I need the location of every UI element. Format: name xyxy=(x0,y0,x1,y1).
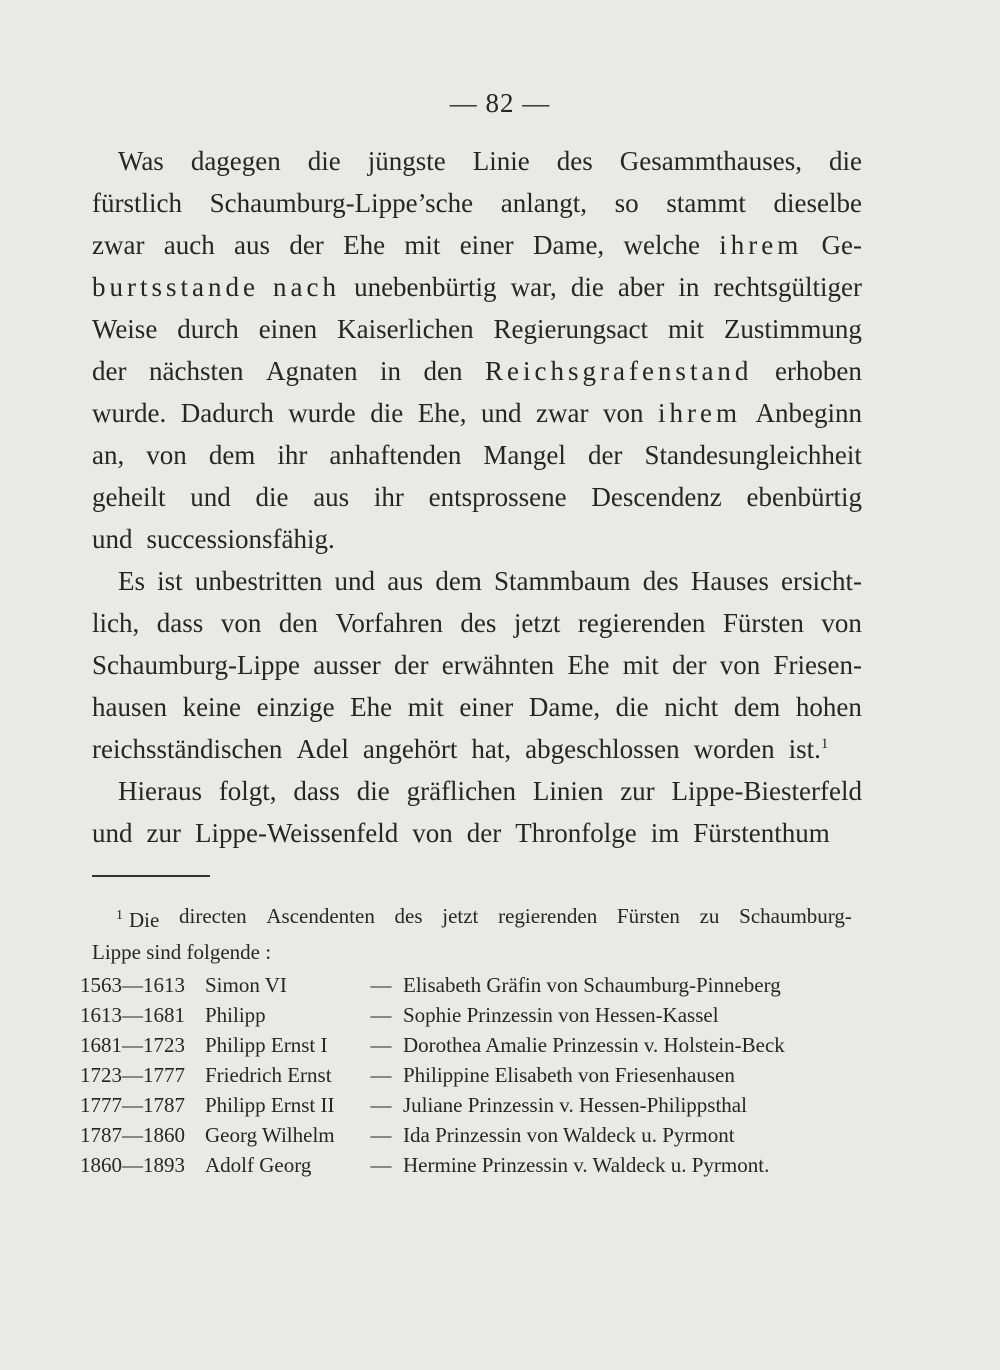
word: unbestritten xyxy=(194,566,323,596)
page-number: — 82 — xyxy=(449,88,551,118)
word: Adel xyxy=(296,734,349,764)
ruler-name: Philipp Ernst I xyxy=(205,1033,328,1057)
word: einzige xyxy=(256,692,335,722)
word: Ehe xyxy=(567,650,610,680)
reign-row xyxy=(80,970,860,1000)
ruler-name: Philipp xyxy=(205,1003,266,1027)
text-line xyxy=(92,560,862,602)
ruler-name: Georg Wilhelm xyxy=(205,1123,335,1147)
paragraph xyxy=(92,560,862,770)
word: von xyxy=(821,608,862,638)
word: der xyxy=(587,440,623,470)
word: und xyxy=(334,566,376,596)
word: einer xyxy=(459,692,514,722)
ruler-name: Adolf Georg xyxy=(205,1153,312,1177)
text-line xyxy=(92,392,862,434)
word: entsprossene xyxy=(428,482,567,512)
word: des xyxy=(642,566,679,596)
word: Ehe xyxy=(350,692,393,722)
word: Die xyxy=(129,908,160,932)
word: lich, xyxy=(92,608,140,638)
word: durch xyxy=(177,314,239,344)
paragraph xyxy=(92,140,862,560)
word: die xyxy=(370,398,404,428)
spouse-name: Ida Prinzessin von Waldeck u. Pyrmont xyxy=(403,1123,735,1147)
reign-years: 1723—1777 xyxy=(80,1063,185,1087)
ruler-name: Philipp Ernst II xyxy=(205,1093,335,1117)
word: gräflichen xyxy=(406,776,517,806)
ruler-name: Friedrich Ernst xyxy=(205,1063,332,1087)
word: jetzt xyxy=(442,904,479,928)
word: unebenbürtig xyxy=(354,272,497,302)
word: Weise xyxy=(92,314,158,344)
footnote-line: Lippe sind folgende : xyxy=(92,940,272,964)
text-line xyxy=(92,350,862,392)
word: wurde. xyxy=(92,398,167,428)
word: die xyxy=(356,776,390,806)
reign-row xyxy=(80,1030,860,1060)
word: von xyxy=(146,440,187,470)
word: des xyxy=(556,146,593,176)
word: keine xyxy=(182,692,242,722)
reign-years: 1777—1787 xyxy=(80,1093,185,1117)
word: Lippe-Weissenfeld xyxy=(194,818,399,848)
word: mit xyxy=(407,692,444,722)
spouse-name: Philippine Elisabeth von Friesenhausen xyxy=(403,1063,735,1087)
reign-years: 1787—1860 xyxy=(80,1123,185,1147)
word: in xyxy=(379,356,401,386)
word: des xyxy=(394,904,423,928)
word: Anbeginn xyxy=(755,398,862,428)
word: ihrem xyxy=(658,398,741,428)
word: Dadurch xyxy=(180,398,274,428)
text-line xyxy=(92,602,862,644)
word: zur xyxy=(146,818,181,848)
reign-row xyxy=(80,1000,860,1030)
word: Thronfolge xyxy=(515,818,637,848)
word: directen xyxy=(179,904,247,928)
body-text xyxy=(92,140,862,854)
word: mit xyxy=(667,314,704,344)
word: dass xyxy=(156,608,204,638)
reign-years: 1613—1681 xyxy=(80,1003,185,1027)
word: dass xyxy=(293,776,340,806)
word: Schaumburg-Lippe’sche xyxy=(209,188,474,218)
word: im xyxy=(650,818,680,848)
word: mit xyxy=(622,650,659,680)
word: Hieraus xyxy=(118,776,202,806)
word: dem xyxy=(733,692,781,722)
word: hohen xyxy=(795,692,862,722)
word: die xyxy=(307,146,341,176)
word: erwähnten xyxy=(441,650,555,680)
word: zur xyxy=(620,776,655,806)
spouse-name: Hermine Prinzessin v. Waldeck u. Pyrmont. xyxy=(403,1153,770,1177)
word: Dame, xyxy=(532,230,605,260)
word: dagegen xyxy=(190,146,281,176)
footnote-marker[interactable]: 1 xyxy=(820,736,829,752)
word: Gesammthauses, xyxy=(619,146,802,176)
word: nicht xyxy=(664,692,719,722)
text-line xyxy=(92,140,862,182)
word: von xyxy=(603,398,644,428)
word: Fürstenthum xyxy=(693,818,830,848)
word: die xyxy=(255,482,289,512)
word: fürstlich xyxy=(92,188,182,218)
word: ist xyxy=(157,566,183,596)
word: ausser xyxy=(313,650,381,680)
word: der xyxy=(671,650,707,680)
footnote-number: 1 xyxy=(116,908,123,923)
spouse-name: Dorothea Amalie Prinzessin v. Holstein-Beck xyxy=(403,1033,785,1057)
word: angehört xyxy=(362,734,458,764)
word: zwar xyxy=(92,230,145,260)
ruler-name: Simon VI xyxy=(205,973,287,997)
dash-separator: — xyxy=(370,1153,392,1177)
reign-row xyxy=(80,1090,860,1120)
word: Descendenz xyxy=(591,482,722,512)
word: welche xyxy=(623,230,700,260)
word: die xyxy=(828,146,862,176)
word: rechtsgültiger xyxy=(713,272,862,302)
text-line xyxy=(92,728,862,770)
word: Ascendenten xyxy=(266,904,375,928)
dash-separator: — xyxy=(370,1063,392,1087)
word: Schaumburg- xyxy=(739,904,852,928)
word: Linien xyxy=(532,776,604,806)
text-line xyxy=(92,686,862,728)
word: Lippe-Biesterfeld xyxy=(671,776,862,806)
text-line xyxy=(92,476,862,518)
word: Agnaten xyxy=(265,356,358,386)
footnote xyxy=(92,900,852,968)
word: Stammbaum xyxy=(494,566,631,596)
word: jetzt xyxy=(513,608,561,638)
word: aus xyxy=(313,482,350,512)
word: so xyxy=(614,188,639,218)
word: dieselbe xyxy=(773,188,862,218)
word: Kaiserlichen xyxy=(337,314,474,344)
word: abgeschlossen xyxy=(525,734,680,764)
word: regierenden xyxy=(498,904,598,928)
word: wurde xyxy=(288,398,356,428)
word: Friesen- xyxy=(773,650,862,680)
word: anlangt, xyxy=(500,188,587,218)
text-line xyxy=(92,308,862,350)
word: der xyxy=(466,818,502,848)
word: zu xyxy=(699,904,720,928)
word: aus xyxy=(387,566,424,596)
word: ihrem xyxy=(719,230,803,260)
word: ihr xyxy=(373,482,404,512)
word: Es xyxy=(118,566,145,596)
word: Ehe xyxy=(343,230,386,260)
word: Hauses xyxy=(690,566,769,596)
footnote-rule xyxy=(92,875,210,877)
word: dem xyxy=(208,440,256,470)
word: ebenbürtig xyxy=(746,482,862,512)
spouse-name: Elisabeth Gräfin von Schaumburg-Pinneberg xyxy=(403,973,781,997)
reign-row xyxy=(80,1060,860,1090)
reign-row xyxy=(80,1120,860,1150)
word: und xyxy=(481,398,522,428)
word: folgt, xyxy=(218,776,277,806)
word: mit xyxy=(404,230,441,260)
word: nach xyxy=(273,272,341,302)
word: stammt xyxy=(666,188,746,218)
dash-separator: — xyxy=(370,1093,392,1117)
word: war, xyxy=(510,272,557,302)
word: Vorfahren xyxy=(335,608,443,638)
word: und xyxy=(92,818,133,848)
word: Regierungsact xyxy=(493,314,648,344)
word: Fürsten xyxy=(616,904,680,928)
word: von xyxy=(220,608,262,638)
paragraph xyxy=(92,770,862,854)
footnote-line xyxy=(92,900,852,936)
reign-years: 1681—1723 xyxy=(80,1033,185,1057)
word: den xyxy=(278,608,318,638)
text-line xyxy=(92,182,862,224)
word: ist.$^1$ xyxy=(788,734,829,764)
word: worden xyxy=(693,734,775,764)
dash-separator: — xyxy=(370,973,392,997)
word: in xyxy=(678,272,700,302)
word: aber xyxy=(617,272,665,302)
dash-separator: — xyxy=(370,1123,392,1147)
reign-years: 1860—1893 xyxy=(80,1153,185,1177)
word: ersicht- xyxy=(781,566,862,596)
reign-row xyxy=(80,1150,860,1180)
text-line xyxy=(92,770,862,812)
dash-separator: — xyxy=(370,1033,392,1057)
word: Standesungleichheit xyxy=(644,440,862,470)
text-line xyxy=(92,266,862,308)
word: einen xyxy=(258,314,318,344)
word: hat, xyxy=(471,734,512,764)
reign-years: 1563—1613 xyxy=(80,973,185,997)
word: der xyxy=(393,650,429,680)
word: Ehe, xyxy=(417,398,467,428)
word: auch xyxy=(163,230,215,260)
word: hausen xyxy=(92,692,167,722)
word: den xyxy=(423,356,463,386)
text-line xyxy=(92,644,862,686)
word: anhaftenden xyxy=(329,440,462,470)
word: aus xyxy=(234,230,271,260)
word: der xyxy=(92,356,127,386)
word: Was xyxy=(118,146,164,176)
word: erhoben xyxy=(774,356,862,386)
word: Fürsten xyxy=(722,608,804,638)
text-line xyxy=(92,434,862,476)
word: von xyxy=(719,650,761,680)
word: Mangel xyxy=(483,440,566,470)
word: Ge- xyxy=(821,230,862,260)
word: die xyxy=(615,692,649,722)
word: an, xyxy=(92,440,125,470)
word: Zustimmung xyxy=(723,314,862,344)
word: von xyxy=(412,818,453,848)
word: burtsstande xyxy=(92,272,259,302)
text-line xyxy=(92,812,862,854)
word: ihr xyxy=(277,440,308,470)
word: successionsfähig. xyxy=(146,524,335,554)
word: Schaumburg-Lippe xyxy=(92,650,300,680)
reign-table xyxy=(80,970,860,1180)
word: regierenden xyxy=(577,608,706,638)
word: reichsständischen xyxy=(92,734,283,764)
word: der xyxy=(289,230,324,260)
dash-separator: — xyxy=(370,1003,392,1027)
spouse-name: Juliane Prinzessin v. Hessen-Philippsthal xyxy=(403,1093,747,1117)
text-line xyxy=(92,224,862,266)
word: geheilt xyxy=(92,482,166,512)
word: des xyxy=(460,608,497,638)
word: Dame, xyxy=(528,692,601,722)
text-line xyxy=(92,518,862,560)
word: nächsten xyxy=(149,356,244,386)
word: und xyxy=(92,524,133,554)
word: Reichsgrafenstand xyxy=(485,356,753,386)
word: zwar xyxy=(536,398,589,428)
word: einer xyxy=(459,230,514,260)
word: die xyxy=(570,272,604,302)
spouse-name: Sophie Prinzessin von Hessen-Kassel xyxy=(403,1003,719,1027)
word: und xyxy=(190,482,231,512)
word: jüngste xyxy=(367,146,446,176)
word: Linie xyxy=(472,146,530,176)
word: dem xyxy=(435,566,482,596)
